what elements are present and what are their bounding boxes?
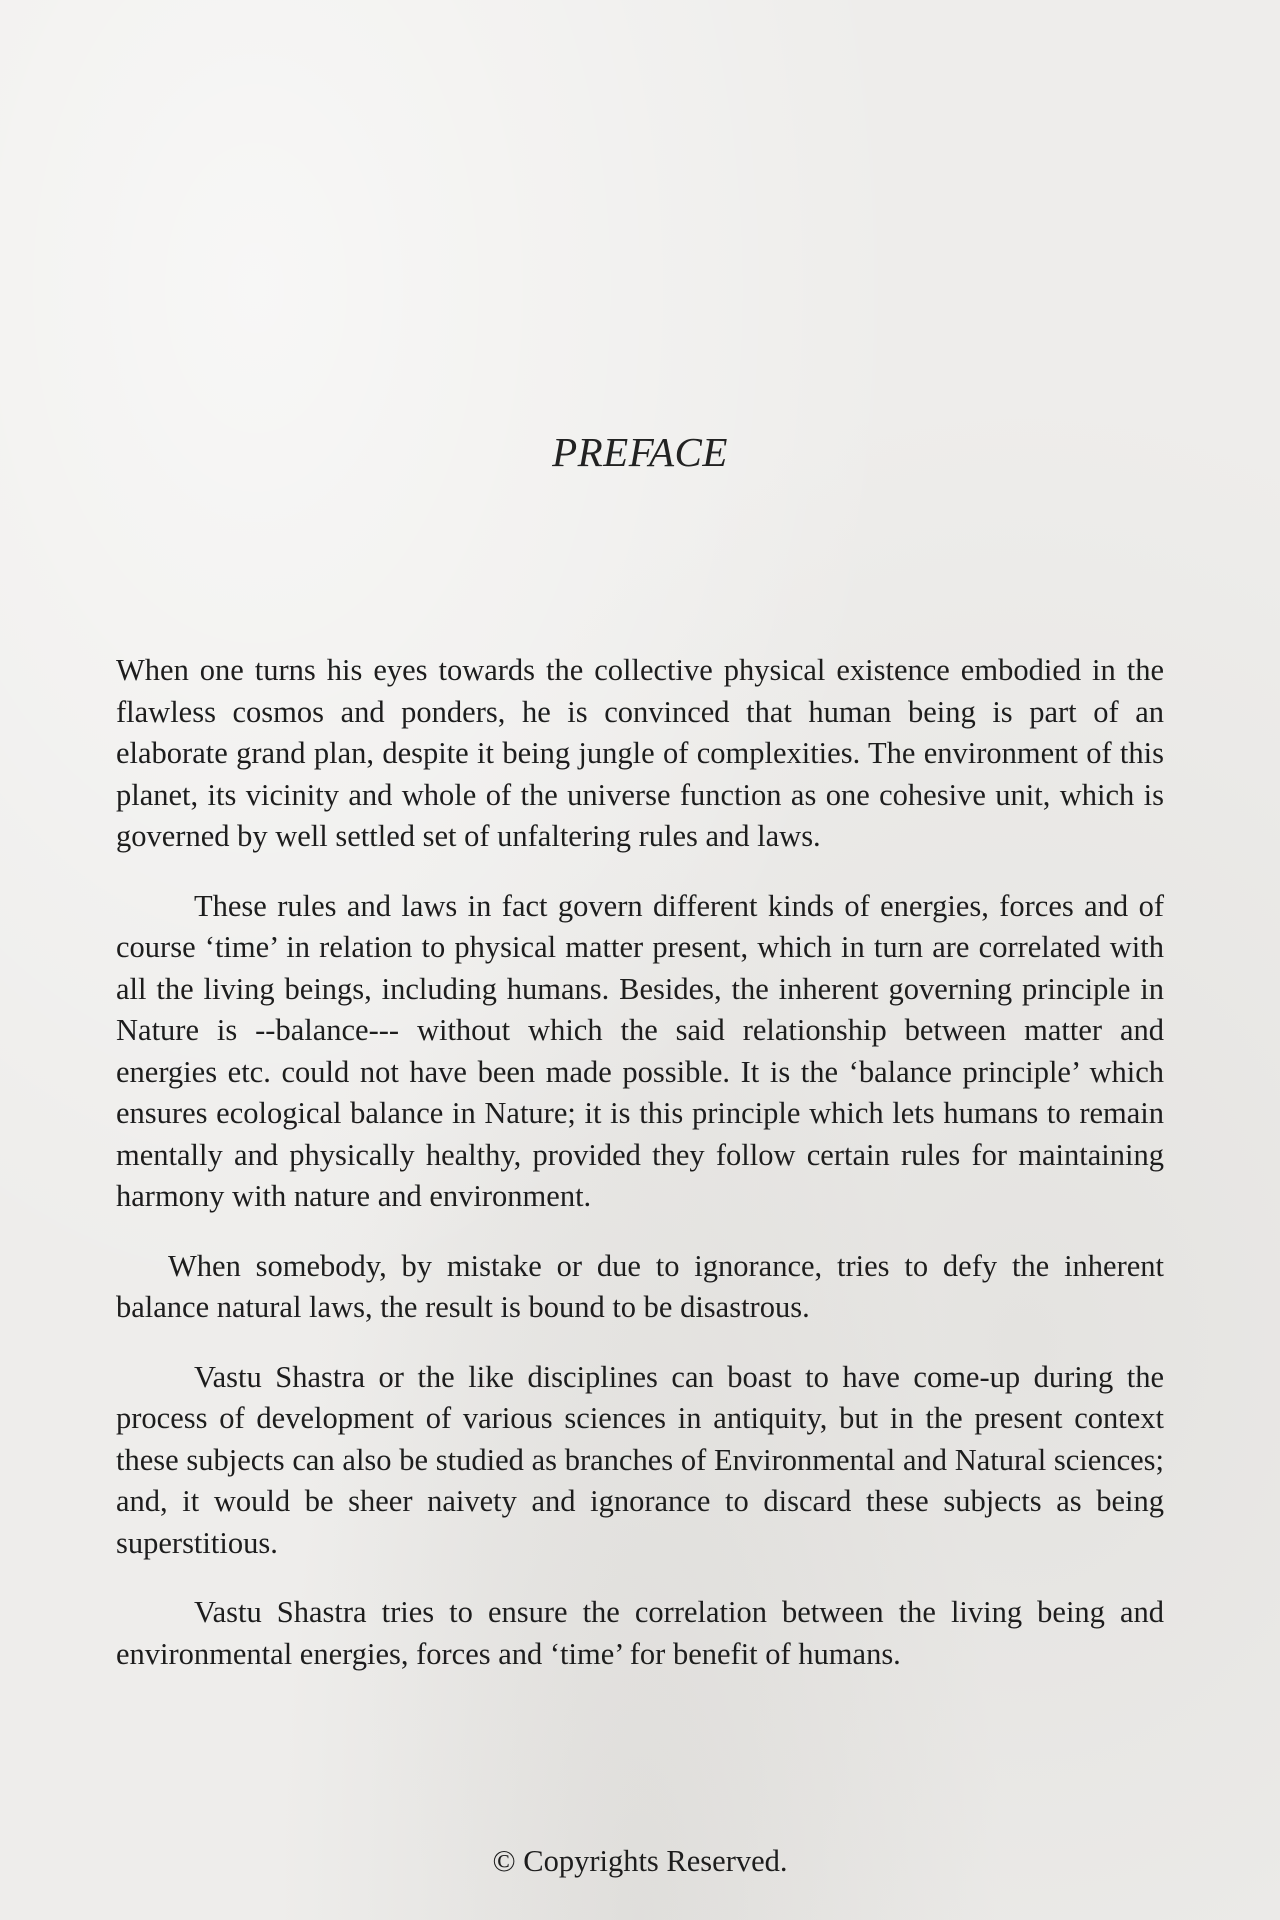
paragraph-1: When one turns his eyes towards the collective physical existence embodied in the flawless cosmos and ponders, he is convinced that human being is part of an elaborate grand plan, despite it being jungle of complexities. The environment of this planet, its vicinity and whole of the universe function as one cohesive unit, which is governed by well settled set of unfaltering rules and laws. bbox=[116, 653, 1164, 853]
paragraph-5: Vastu Shastra tries to ensure the correlation between the living being and environmental energies, forces and ‘time’ for benefit of humans. bbox=[116, 1595, 1164, 1671]
paragraph-4: Vastu Shastra or the like disciplines can boast to have come-up during the process of development of various sciences in antiquity, but in the present context these subjects can also be studied as branches of Environmental and Natural sciences; and, it would be sheer naivety and ignorance to discard these subjects as being superstitious. bbox=[116, 1359, 1164, 1560]
page-title: PREFACE bbox=[552, 429, 728, 475]
paragraph-3: When somebody, by mistake or due to ignorance, tries to defy the inherent balance natural laws, the result is bound to be disastrous. bbox=[116, 1248, 1164, 1324]
copyright-notice: © Copyrights Reserved. bbox=[492, 1844, 788, 1878]
paragraph-2: These rules and laws in fact govern different kinds of energies, forces and of course ‘time’ in relation to physical matter present, which in turn are correlated with all the living beings, including humans. Besides, the inherent governing principle in Nature is --balance--- without which the said relationship between matter and energies etc. could not have been made possible. It is the ‘balance principle’ which ensures ecological balance in Nature; it is this principle which lets humans to remain mentally and physically healthy, provided they follow certain rules for maintaining harmony with nature and environment. bbox=[116, 888, 1164, 1213]
preface-body bbox=[116, 650, 1164, 1703]
